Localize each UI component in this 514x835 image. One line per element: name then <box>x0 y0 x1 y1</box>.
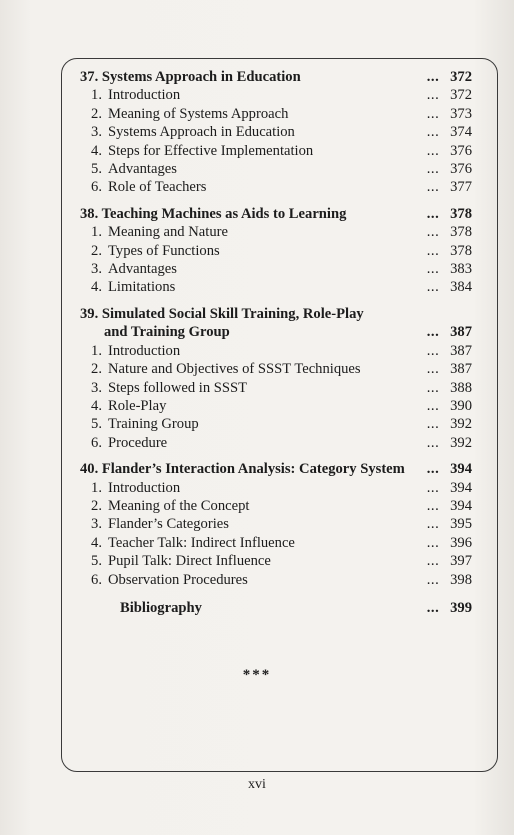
entry-title: Introduction <box>108 479 181 496</box>
toc-entry <box>80 278 472 296</box>
entry-title: Types of Functions <box>108 242 220 259</box>
leader-dots: ... <box>426 179 440 196</box>
toc-entry <box>80 160 472 178</box>
toc-entry <box>80 142 472 160</box>
toc-entry <box>80 242 472 260</box>
entry-page: 372 <box>450 87 472 104</box>
entry-title: 39. Simulated Social Skill Training, Role-Play <box>80 305 364 322</box>
leader-dots: ... <box>426 571 440 588</box>
entry-page: 374 <box>450 124 472 141</box>
entry-title: Role of Teachers <box>108 179 207 196</box>
entry-title: 38. Teaching Machines as Aids to Learning <box>80 205 347 222</box>
item-number: 2. <box>91 242 102 259</box>
item-number: 5. <box>91 416 102 433</box>
toc-entry <box>80 552 472 570</box>
entry-page: 387 <box>450 324 472 341</box>
item-number: 3. <box>91 261 102 278</box>
leader-dots: ... <box>426 205 440 222</box>
entry-page: 395 <box>450 516 472 533</box>
leader-dots: ... <box>426 161 440 178</box>
entry-title: Nature and Objectives of SSST Techniques <box>108 361 361 378</box>
item-number: 1. <box>91 87 102 104</box>
entry-page: 394 <box>450 461 472 478</box>
table-of-contents <box>80 68 472 617</box>
item-number: 2. <box>91 361 102 378</box>
chapter-heading <box>80 305 472 323</box>
toc-entry <box>80 534 472 552</box>
entry-page: 383 <box>450 261 472 278</box>
entry-title: Teacher Talk: Indirect Influence <box>108 534 295 551</box>
toc-entry <box>80 379 472 397</box>
entry-title: Advantages <box>108 261 177 278</box>
entry-title: Systems Approach in Education <box>108 124 295 141</box>
item-number: 4. <box>91 142 102 159</box>
entry-title: Meaning of the Concept <box>108 497 250 514</box>
bibliography-entry <box>80 599 472 617</box>
entry-page: 387 <box>450 342 472 359</box>
leader-dots: ... <box>426 124 440 141</box>
leader-dots: ... <box>426 87 440 104</box>
leader-dots: ... <box>426 69 440 85</box>
entry-page: 372 <box>450 69 472 85</box>
chapter-heading <box>80 205 472 223</box>
entry-title: Flander’s Categories <box>108 516 229 533</box>
item-number: 3. <box>91 379 102 396</box>
entry-title: Role-Play <box>108 397 167 414</box>
entry-page: 392 <box>450 434 472 451</box>
entry-title: Procedure <box>108 434 168 451</box>
entry-page: 394 <box>450 479 472 496</box>
toc-entry <box>80 397 472 415</box>
entry-title: Meaning of Systems Approach <box>108 105 289 122</box>
entry-title: Bibliography <box>120 599 202 616</box>
entry-title: Pupil Talk: Direct Influence <box>108 553 271 570</box>
leader-dots: ... <box>426 516 440 533</box>
entry-title: Steps followed in SSST <box>108 379 248 396</box>
toc-entry <box>80 434 472 452</box>
entry-page: 398 <box>450 571 472 588</box>
entry-title: 40. Flander’s Interaction Analysis: Category System <box>80 461 405 478</box>
entry-title: and Training Group <box>104 324 230 341</box>
entry-page: 377 <box>450 179 472 196</box>
leader-dots: ... <box>426 224 440 241</box>
leader-dots: ... <box>426 379 440 396</box>
entry-page: 394 <box>450 497 472 514</box>
chapter-block <box>80 205 472 297</box>
entry-page: 396 <box>450 534 472 551</box>
item-number: 4. <box>91 397 102 414</box>
item-number: 6. <box>91 434 102 451</box>
item-number: 3. <box>91 516 102 533</box>
entry-page: 378 <box>450 242 472 259</box>
entry-page: 399 <box>450 599 472 616</box>
toc-entry <box>80 178 472 196</box>
section-ornament: *** <box>242 667 272 683</box>
page-number: xvi <box>248 777 266 792</box>
leader-dots: ... <box>426 324 440 341</box>
toc-entry <box>80 571 472 589</box>
leader-dots: ... <box>426 142 440 159</box>
item-number: 1. <box>91 224 102 241</box>
leader-dots: ... <box>426 461 440 478</box>
leader-dots: ... <box>426 416 440 433</box>
entry-title: Introduction <box>108 342 181 359</box>
chapter-block <box>80 68 472 197</box>
toc-entry <box>80 479 472 497</box>
entry-title: Observation Procedures <box>108 571 248 588</box>
toc-entry <box>80 415 472 433</box>
item-number: 4. <box>91 279 102 296</box>
entry-page: 378 <box>450 224 472 241</box>
item-number: 6. <box>91 571 102 588</box>
leader-dots: ... <box>426 105 440 122</box>
chapter-block <box>80 460 472 589</box>
chapter-heading <box>80 460 472 478</box>
item-number: 5. <box>91 553 102 570</box>
leader-dots: ... <box>426 497 440 514</box>
entry-page: 373 <box>450 105 472 122</box>
toc-entry <box>80 360 472 378</box>
chapter-block <box>80 305 472 452</box>
item-number: 2. <box>91 497 102 514</box>
entry-title: Introduction <box>108 87 181 104</box>
entry-page: 376 <box>450 142 472 159</box>
leader-dots: ... <box>426 553 440 570</box>
entry-title: Steps for Effective Implementation <box>108 142 314 159</box>
toc-entry <box>80 342 472 360</box>
entry-title: Training Group <box>108 416 199 433</box>
item-number: 3. <box>91 124 102 141</box>
entry-page: 376 <box>450 161 472 178</box>
leader-dots: ... <box>426 261 440 278</box>
item-number: 2. <box>91 105 102 122</box>
entry-page: 378 <box>450 205 472 222</box>
toc-entry <box>80 223 472 241</box>
entry-page: 397 <box>450 553 472 570</box>
leader-dots: ... <box>426 434 440 451</box>
leader-dots: ... <box>426 242 440 259</box>
item-number: 1. <box>91 479 102 496</box>
toc-entry <box>80 497 472 515</box>
toc-entry <box>80 515 472 533</box>
leader-dots: ... <box>426 479 440 496</box>
leader-dots: ... <box>426 534 440 551</box>
entry-page: 384 <box>450 279 472 296</box>
chapter-heading-continued <box>80 323 472 341</box>
entry-title: Meaning and Nature <box>108 224 228 241</box>
toc-entry <box>80 260 472 278</box>
entry-page: 388 <box>450 379 472 396</box>
entry-title: Limitations <box>108 279 176 296</box>
entry-title: 37. Systems Approach in Education <box>80 69 301 85</box>
item-number: 1. <box>91 342 102 359</box>
entry-page: 387 <box>450 361 472 378</box>
chapter-heading <box>80 68 472 86</box>
leader-dots: ... <box>426 342 440 359</box>
item-number: 4. <box>91 534 102 551</box>
toc-entry <box>80 86 472 104</box>
entry-page: 392 <box>450 416 472 433</box>
toc-entry <box>80 105 472 123</box>
entry-page: 390 <box>450 397 472 414</box>
leader-dots: ... <box>426 361 440 378</box>
toc-entry <box>80 123 472 141</box>
entry-title: Advantages <box>108 161 177 178</box>
leader-dots: ... <box>426 279 440 296</box>
leader-dots: ... <box>426 599 440 616</box>
item-number: 6. <box>91 179 102 196</box>
item-number: 5. <box>91 161 102 178</box>
leader-dots: ... <box>426 397 440 414</box>
